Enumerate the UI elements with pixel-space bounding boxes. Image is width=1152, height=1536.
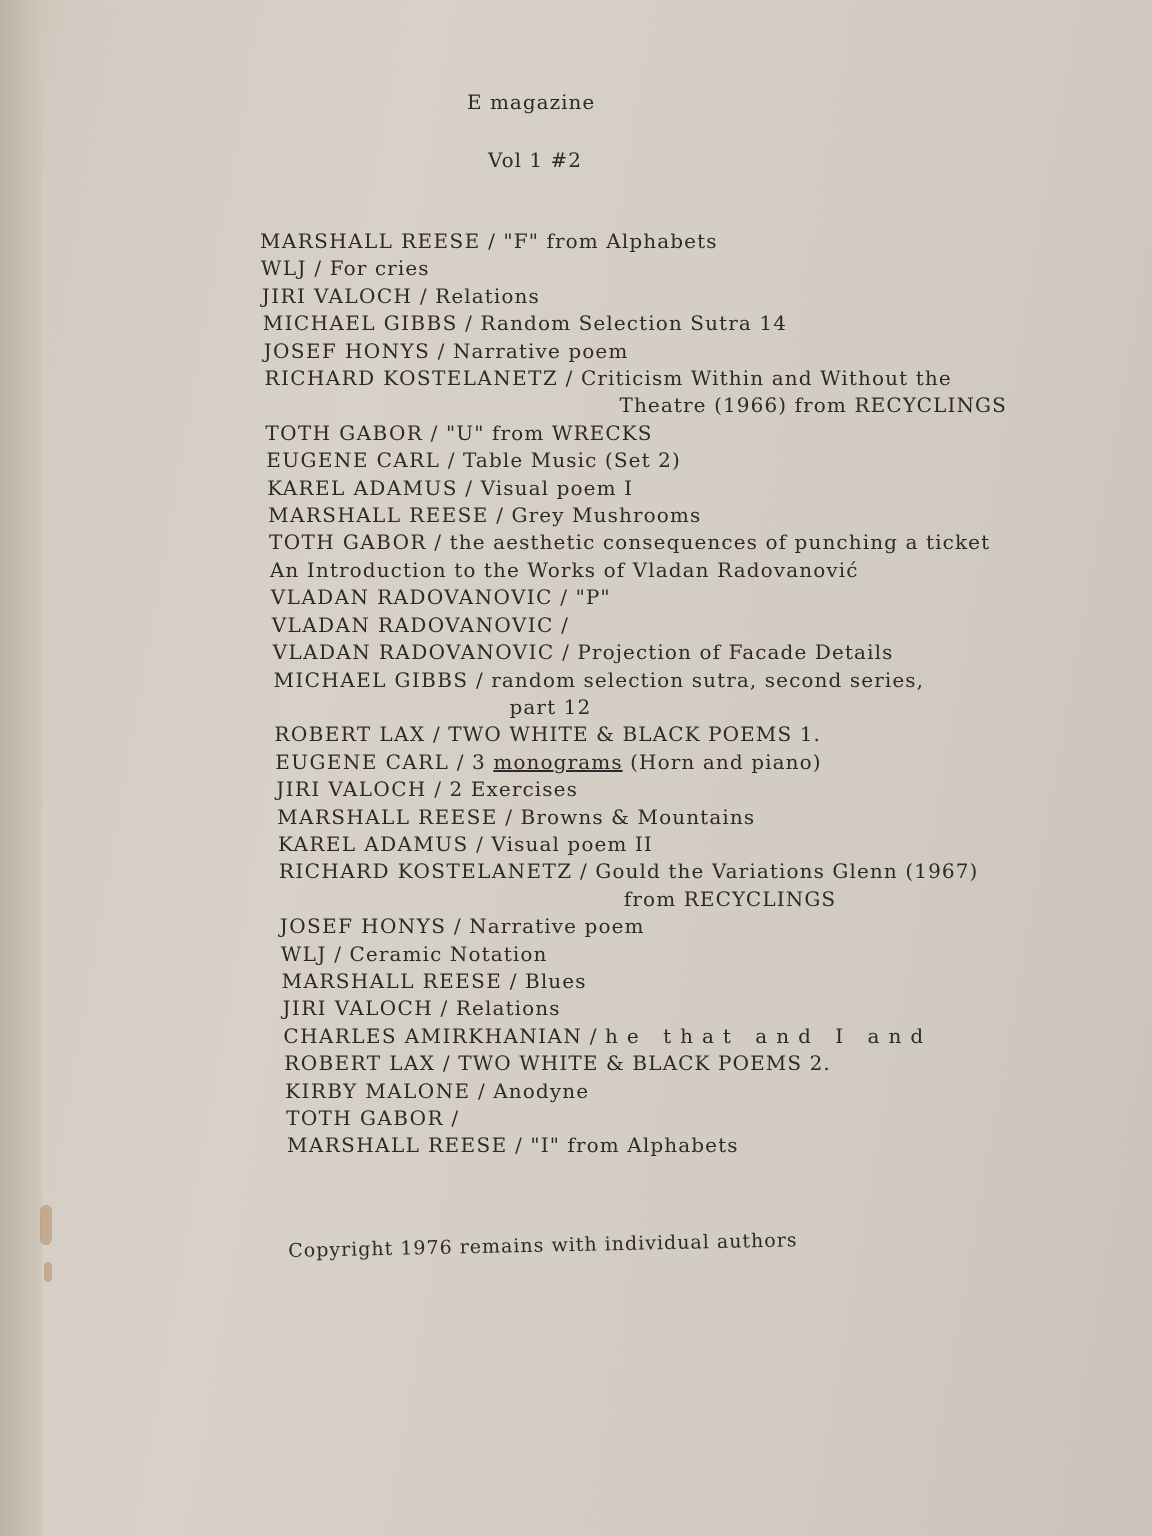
entry-author: MARSHALL REESE — [260, 229, 481, 253]
entry-separator: / — [457, 311, 481, 336]
entry-separator: / — [449, 749, 473, 774]
entry-separator: / — [480, 229, 504, 253]
entry-author: JOSEF HONYS — [279, 914, 447, 939]
entry-separator: / — [554, 640, 578, 665]
entry-separator: / — [468, 667, 492, 692]
entry-author: VLADAN RADOVANOVIC — [271, 612, 554, 637]
entry-separator: / — [435, 1051, 459, 1076]
entry-separator: / — [433, 996, 456, 1021]
entry-author: TOTH GABOR — [286, 1106, 444, 1130]
toc-entry — [260, 365, 1080, 420]
entry-author: KIRBY MALONE — [285, 1078, 471, 1103]
entry-author: TOTH GABOR — [269, 530, 427, 555]
toc-entry — [260, 941, 1080, 968]
entry-work: Criticism Within and Without the — [580, 366, 952, 391]
copyright-notice: Copyright 1976 remains with individual authors — [288, 1229, 798, 1262]
entry-work: "F" from Alphabets — [503, 229, 718, 253]
toc-entry — [260, 584, 1080, 611]
entry-author: MICHAEL GIBBS — [273, 667, 469, 692]
entry-separator: / — [572, 859, 596, 884]
entry-separator: / — [446, 914, 470, 939]
entry-work: Narrative poem — [452, 338, 629, 363]
magazine-title: E magazine — [467, 90, 596, 114]
toc-entry — [260, 968, 1080, 995]
entry-work: Anodyne — [493, 1078, 590, 1103]
toc-entry — [260, 228, 1080, 255]
page-binding-edge — [0, 0, 42, 1536]
entry-separator: / — [423, 420, 446, 445]
entry-separator: / — [558, 366, 581, 391]
entry-work: he that and I and — [605, 1023, 933, 1048]
toc-entry — [260, 858, 1080, 913]
volume-number: Vol 1 #2 — [488, 148, 582, 172]
entry-author: JIRI VALOCH — [276, 777, 427, 802]
entry-author: JIRI VALOCH — [282, 996, 434, 1021]
entry-separator: / — [502, 968, 526, 993]
entry-separator: / — [426, 777, 450, 802]
entry-separator: / — [497, 804, 521, 829]
entry-separator: / — [306, 256, 330, 281]
entry-author: MICHAEL GIBBS — [262, 311, 458, 336]
toc-entry — [260, 283, 1080, 310]
entry-work: Table Music (Set 2) — [463, 448, 681, 473]
entry-work: Ceramic Notation — [349, 941, 548, 966]
entry-author: KAREL ADAMUS — [267, 475, 458, 500]
entry-work: Relations — [455, 996, 561, 1021]
entry-author: KAREL ADAMUS — [278, 831, 469, 856]
entry-separator: / — [553, 612, 569, 637]
section-heading: An Introduction to the Works of Vladan Radovanović — [269, 557, 859, 582]
table-of-contents — [260, 228, 1080, 1160]
entry-work: Grey Mushrooms — [511, 503, 702, 528]
toc-entry — [260, 1050, 1080, 1077]
entry-separator: / — [468, 831, 492, 856]
entry-separator: / — [326, 941, 350, 966]
work-prefix: 3 — [472, 749, 494, 774]
toc-entry — [260, 1078, 1080, 1105]
toc-entry — [260, 721, 1080, 748]
entry-work: Visual poem I — [480, 475, 634, 500]
toc-entry — [260, 255, 1080, 282]
entry-work: TWO WHITE & BLACK POEMS 1. — [448, 722, 821, 747]
entry-separator: / — [425, 722, 449, 747]
entry-author: MARSHALL REESE — [287, 1133, 508, 1158]
entry-author: CHARLES AMIRKHANIAN — [283, 1023, 583, 1048]
entry-separator: / — [457, 475, 481, 500]
entry-author: EUGENE CARL — [275, 749, 450, 774]
toc-entry — [260, 447, 1080, 474]
entry-work-continuation: from RECYCLINGS — [623, 886, 837, 911]
entry-work: For cries — [329, 256, 430, 281]
entry-author: WLJ — [260, 256, 307, 281]
entry-work: "I" from Alphabets — [530, 1133, 739, 1158]
entry-author: ROBERT LAX — [284, 1051, 436, 1076]
entry-separator: / — [507, 1133, 531, 1158]
toc-entry — [260, 420, 1080, 447]
entry-separator: / — [443, 1106, 460, 1130]
entry-author: VLADAN RADOVANOVIC — [270, 585, 553, 610]
entry-separator: / — [440, 448, 464, 473]
entry-work: Narrative poem — [469, 914, 645, 939]
entry-separator: / — [488, 503, 512, 528]
entry-author: RICHARD KOSTELANETZ — [264, 366, 559, 391]
entry-separator: / — [430, 338, 453, 363]
toc-entry — [260, 1132, 1080, 1159]
entry-author: MARSHALL REESE — [268, 503, 489, 528]
entry-work: TWO WHITE & BLACK POEMS 2. — [458, 1051, 831, 1076]
toc-entry — [260, 804, 1080, 831]
toc-entry — [260, 338, 1080, 365]
paper-stain — [40, 1205, 52, 1245]
entry-work: Relations — [435, 283, 540, 308]
entry-work — [472, 750, 822, 774]
entry-work: Random Selection Sutra 14 — [480, 311, 788, 336]
entry-author: RICHARD KOSTELANETZ — [278, 859, 573, 884]
toc-entry — [260, 749, 1080, 776]
entry-work: the aesthetic consequences of punching a ticket — [449, 530, 991, 555]
entry-author: MARSHALL REESE — [281, 968, 503, 993]
entry-separator: / — [582, 1023, 605, 1048]
entry-work: Blues — [525, 968, 587, 993]
paper-stain — [44, 1262, 52, 1282]
entry-separator: / — [552, 585, 576, 610]
toc-entry — [260, 831, 1080, 858]
entry-author: WLJ — [280, 941, 327, 966]
toc-entry — [260, 529, 1080, 556]
entry-work-continuation: part 12 — [509, 694, 592, 719]
toc-entry — [260, 639, 1080, 666]
entry-separator: / — [426, 530, 450, 555]
entry-author: ROBERT LAX — [274, 722, 426, 747]
toc-entry — [260, 612, 1080, 639]
toc-entry — [260, 310, 1080, 337]
entry-author: VLADAN RADOVANOVIC — [272, 640, 555, 665]
entry-separator: / — [412, 283, 436, 308]
entry-work: random selection sutra, second series, — [491, 667, 925, 692]
toc-entry — [260, 1105, 1080, 1132]
work-suffix: (Horn and piano) — [622, 749, 822, 774]
entry-work: "P" — [575, 585, 611, 610]
entry-work: "U" from WRECKS — [445, 420, 653, 445]
entry-work-continuation: Theatre (1966) from RECYCLINGS — [619, 393, 1007, 418]
entry-author: JOSEF HONYS — [263, 338, 431, 363]
toc-entry — [260, 995, 1080, 1022]
entry-work: Browns & Mountains — [520, 804, 756, 829]
entry-work: 2 Exercises — [449, 777, 578, 802]
toc-entry — [260, 1023, 1080, 1050]
entry-author: EUGENE CARL — [266, 448, 441, 473]
toc-entry — [260, 913, 1080, 940]
toc-entry — [260, 776, 1080, 803]
toc-section-line — [260, 557, 1080, 584]
entry-author: TOTH GABOR — [265, 420, 424, 445]
work-underlined: monograms — [493, 749, 623, 774]
entry-separator: / — [470, 1078, 494, 1103]
entry-author: JIRI VALOCH — [261, 283, 413, 308]
toc-entry — [260, 502, 1080, 529]
entry-work: Visual poem II — [491, 831, 653, 856]
entry-author: MARSHALL REESE — [277, 804, 498, 829]
toc-entry — [260, 667, 1080, 722]
entry-work: Gould the Variations Glenn (1967) — [595, 859, 979, 884]
toc-entry — [260, 475, 1080, 502]
entry-work: Projection of Facade Details — [577, 640, 894, 665]
